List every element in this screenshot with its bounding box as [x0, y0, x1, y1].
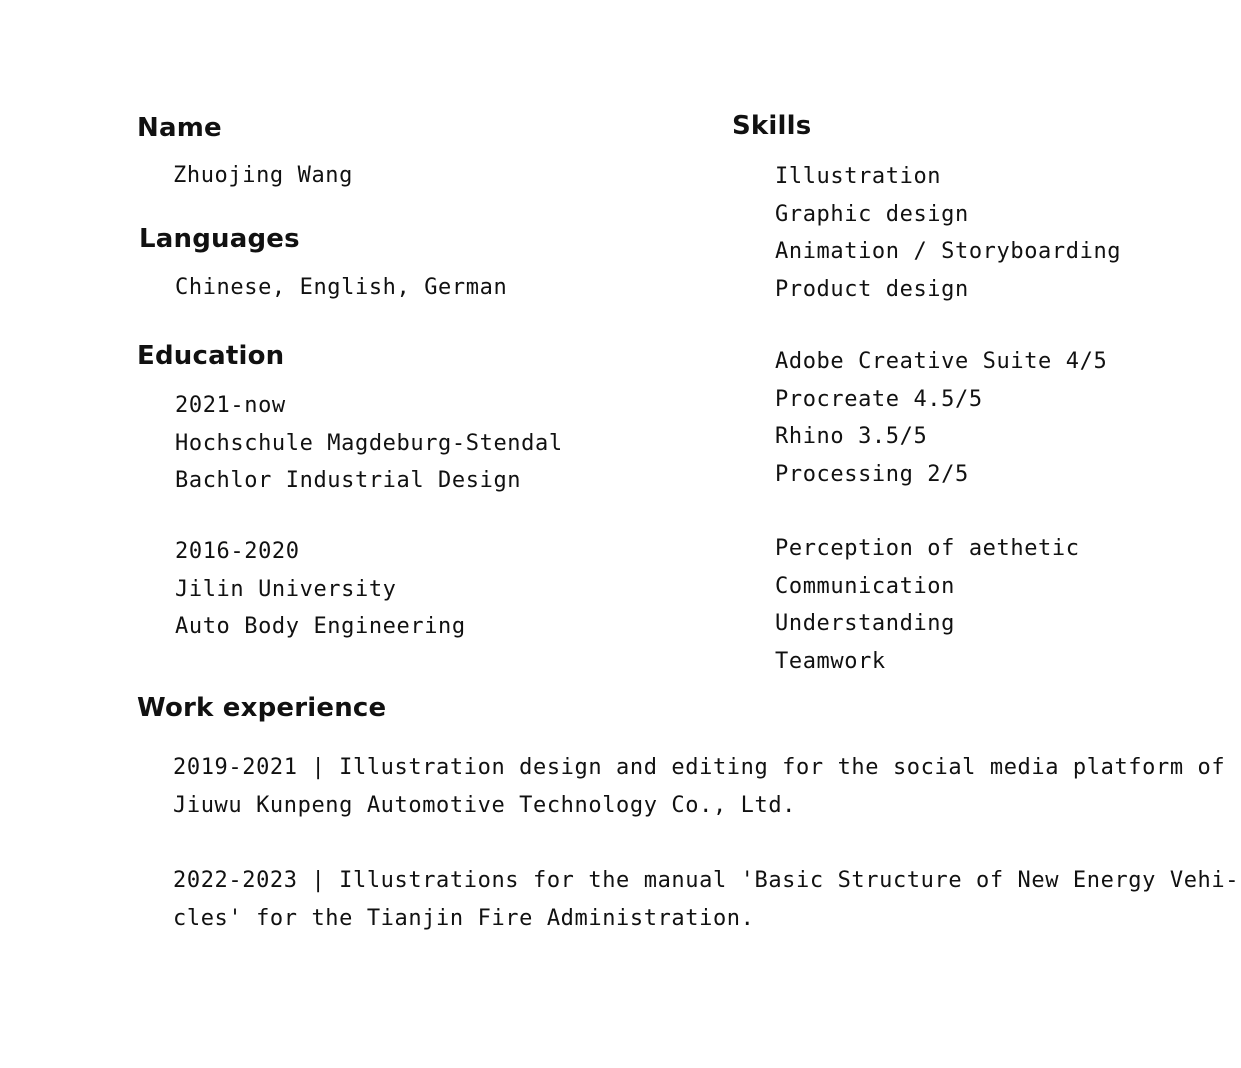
education-entry	[175, 533, 466, 646]
education-heading: Education	[137, 341, 285, 371]
skill-item: Communication	[775, 573, 955, 599]
skill-item: Adobe Creative Suite 4/5	[775, 349, 1108, 374]
skill-item: Illustration	[775, 164, 942, 189]
skill-item: Graphic design	[775, 201, 969, 227]
work-entry-line: cles' for the Tianjin Fire Administration.	[173, 905, 755, 931]
work-entry-line: Jiuwu Kunpeng Automotive Technology Co., Ltd.	[173, 792, 797, 818]
education-years: 2016-2020	[175, 539, 300, 564]
skills-group-creative	[775, 158, 1121, 308]
education-school: Jilin University	[175, 576, 397, 602]
skill-item: Rhino 3.5/5	[775, 424, 928, 449]
languages-value: Chinese, English, German	[175, 275, 508, 300]
skills-group-soft	[775, 530, 1080, 680]
skills-heading: Skills	[732, 111, 812, 141]
skill-item: Understanding	[775, 611, 955, 636]
skill-item: Procreate 4.5/5	[775, 386, 983, 412]
education-program: Bachlor Industrial Design	[175, 468, 522, 493]
work-entry	[173, 749, 1225, 824]
skill-item: Product design	[775, 276, 969, 302]
skill-item: Perception of aethetic	[775, 536, 1080, 561]
skills-group-software	[775, 343, 1107, 493]
name-value: Zhuojing Wang	[173, 163, 353, 188]
education-years: 2021-now	[175, 393, 286, 418]
education-school: Hochschule Magdeburg-Stendal	[175, 430, 563, 456]
work-entry-line: 2022-2023 | Illustrations for the manual 'Basic Structure of New Energy Vehi-	[173, 868, 1240, 893]
skill-item: Teamwork	[775, 648, 886, 674]
name-heading: Name	[137, 113, 222, 143]
education-program: Auto Body Engineering	[175, 614, 466, 639]
education-entry	[175, 387, 563, 500]
work-entry-line: 2019-2021 | Illustration design and editing for the social media platform of	[173, 755, 1226, 780]
languages-heading: Languages	[139, 224, 300, 254]
work-entry	[173, 862, 1239, 937]
skill-item: Animation / Storyboarding	[775, 239, 1122, 264]
work-heading: Work experience	[137, 693, 387, 723]
skill-item: Processing 2/5	[775, 461, 969, 487]
